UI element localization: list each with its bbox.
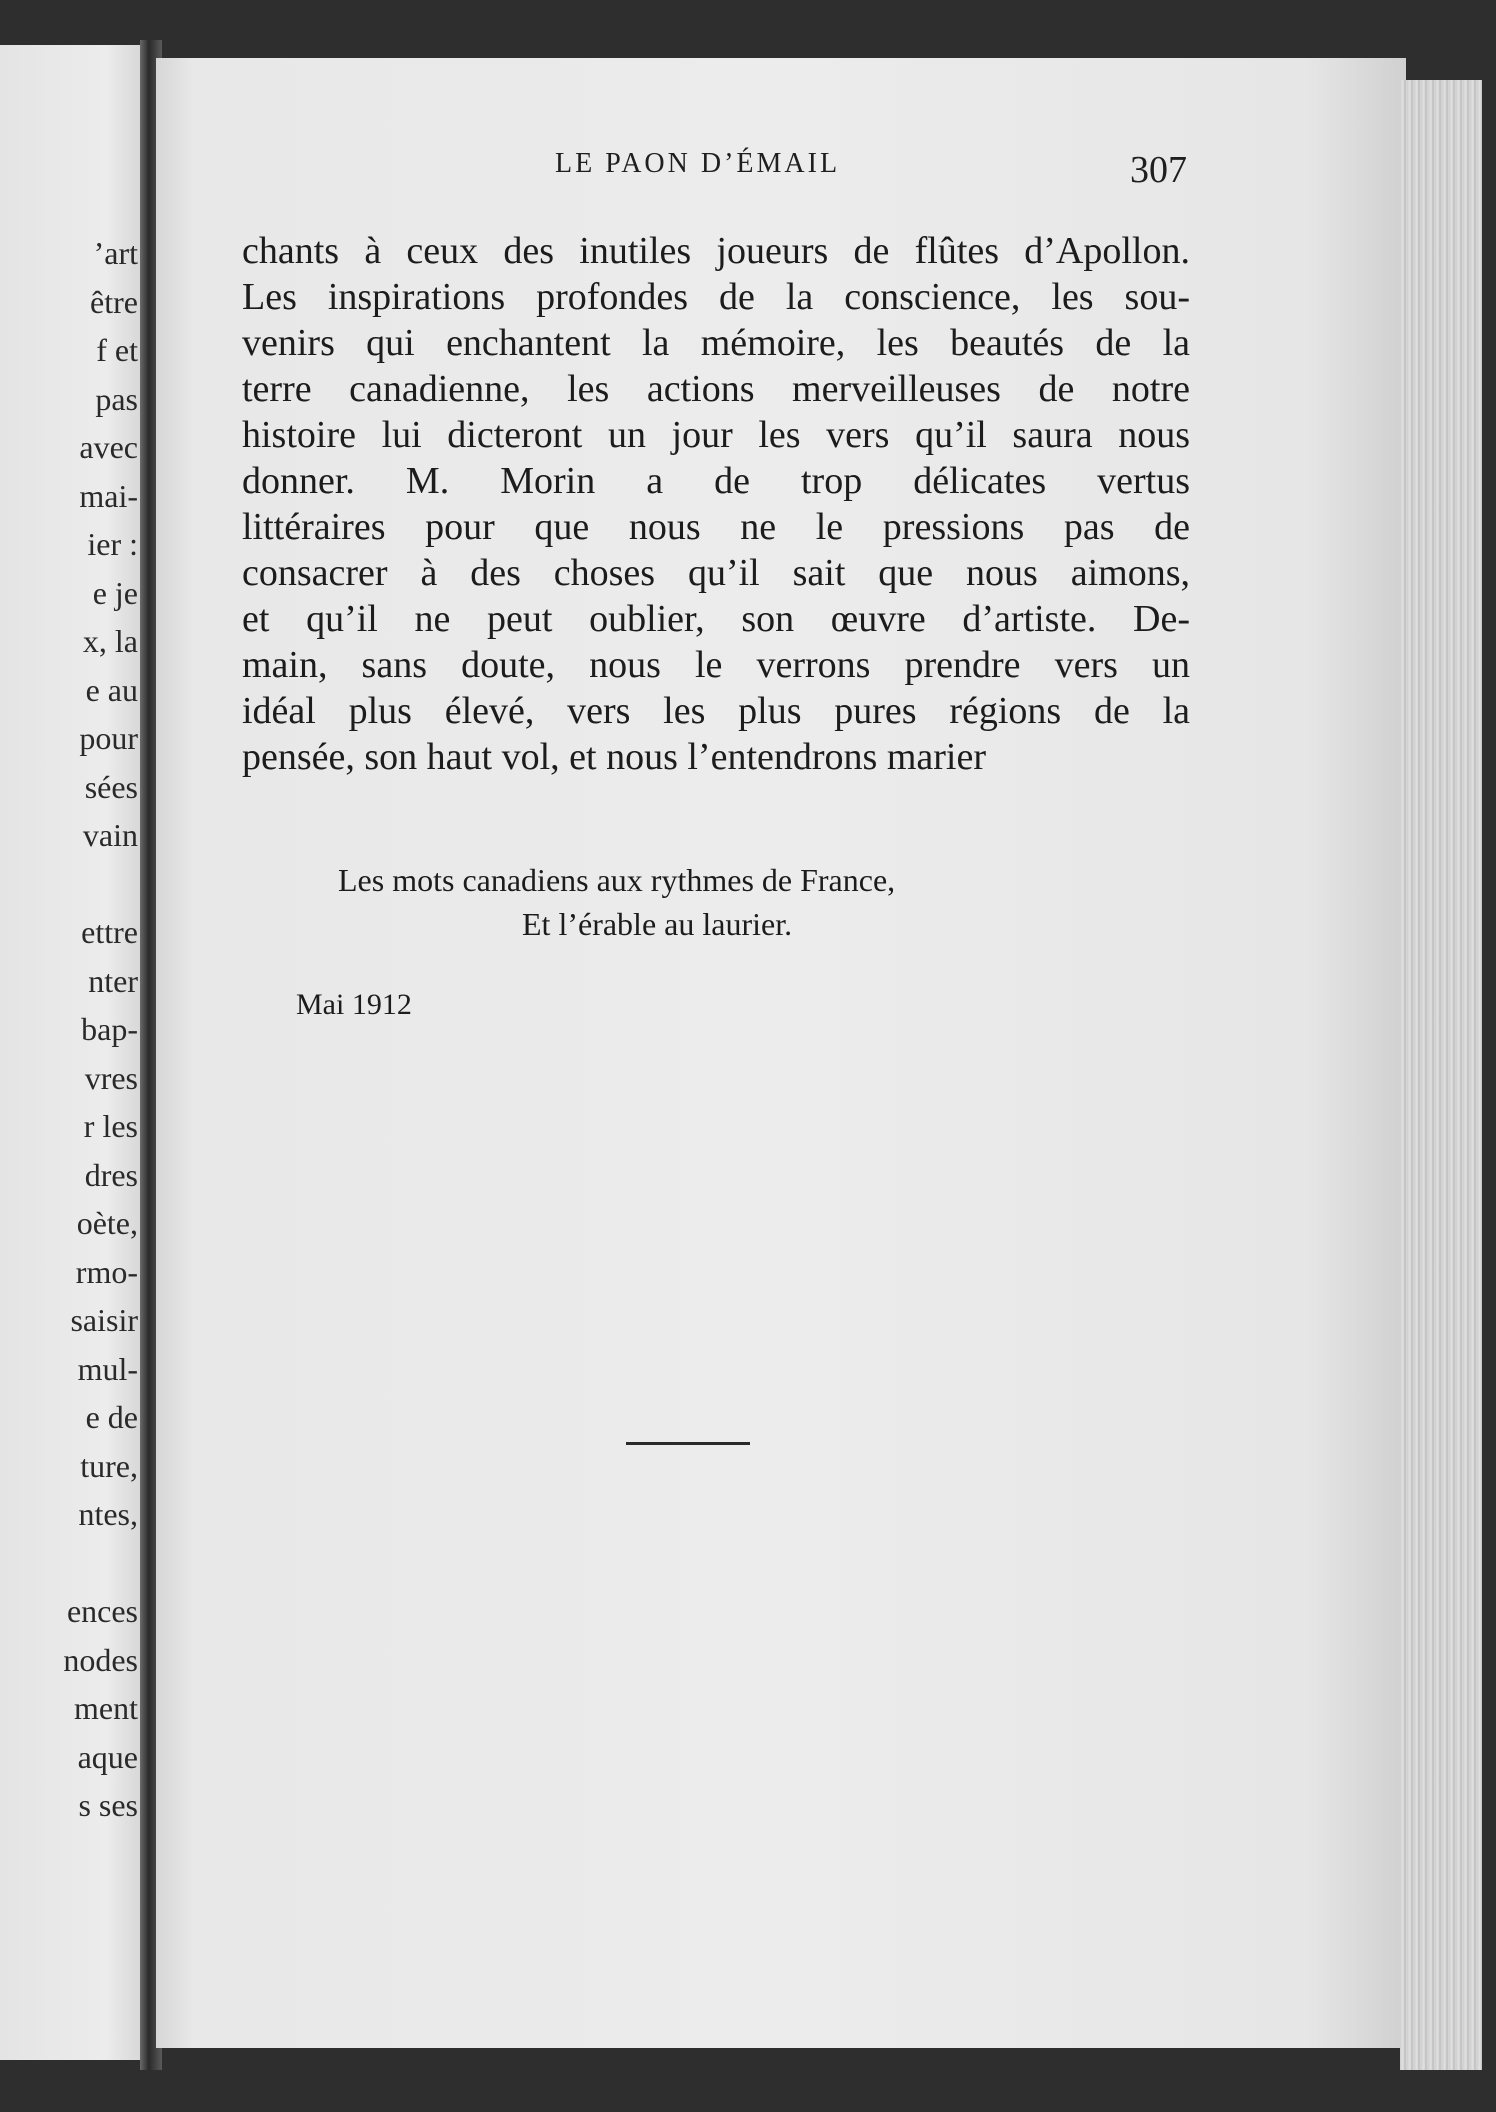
facing-page-line: e au: [85, 671, 138, 708]
facing-page-line: saisir: [70, 1302, 138, 1338]
facing-page-line: s ses: [78, 1787, 138, 1823]
facing-page-line: e je: [92, 574, 138, 611]
text-line: venirs qui enchantent la mémoire, les beautés de la: [242, 322, 1190, 364]
facing-page-line: x, la: [82, 623, 138, 659]
end-rule: [626, 1442, 750, 1445]
facing-page-line: pas: [95, 380, 138, 417]
facing-page-line: r les: [83, 1108, 138, 1144]
text-line: idéal plus élevé, vers les plus pures régions de la: [242, 690, 1190, 732]
date: Mai 1912: [296, 988, 412, 1021]
facing-page-line: bap-: [81, 1011, 138, 1047]
facing-page-line: avec: [79, 429, 138, 465]
facing-page-line: oète,: [76, 1205, 138, 1241]
text-line: pensée, son haut vol, et nous l’entendrons marier: [242, 736, 986, 778]
facing-page-line: ences: [66, 1593, 138, 1629]
facing-page-line: sées: [84, 768, 138, 805]
facing-page-line: vres: [84, 1059, 138, 1096]
text-line: et qu’il ne peut oublier, son œuvre d’artiste. De-: [242, 598, 1190, 640]
text-line: terre canadienne, les actions merveilleuses de notre: [242, 368, 1190, 410]
text-line: donner. M. Morin a de trop délicates vertus: [242, 460, 1190, 502]
facing-page-line: aque: [77, 1738, 138, 1775]
facing-page-line: ment: [74, 1690, 138, 1726]
facing-page-line: mai-: [79, 477, 138, 514]
facing-page-line: nodes: [63, 1641, 138, 1678]
verse-line-2: Et l’érable au laurier.: [522, 906, 793, 942]
running-title: LE PAON D’ÉMAIL: [555, 148, 841, 179]
verse-line-1: Les mots canadiens aux rythmes de France,: [338, 862, 896, 898]
text-line: littéraires pour que nous ne le pressions pas de: [242, 506, 1190, 548]
facing-page-line: vain: [82, 817, 138, 853]
facing-page-line: dres: [84, 1156, 138, 1193]
facing-page-line: nter: [88, 962, 138, 999]
facing-page-line: ntes,: [78, 1496, 138, 1532]
facing-page: [0, 45, 152, 2060]
page-number: 307: [1130, 149, 1187, 191]
text-line: Les inspirations profondes de la conscience, les sou-: [242, 276, 1190, 318]
facing-page-line: e de: [85, 1399, 138, 1435]
facing-page-line: ier :: [87, 526, 138, 562]
text-line: consacrer à des choses qu’il sait que nous aimons,: [242, 552, 1190, 594]
facing-page-line: ettre: [81, 914, 138, 950]
facing-page-line: rmo-: [75, 1253, 138, 1290]
facing-page-line: mul-: [77, 1350, 138, 1387]
text-line: histoire lui dicteront un jour les vers qu’il saura nous: [242, 414, 1190, 456]
facing-page-line: pour: [79, 720, 138, 756]
text-line: chants à ceux des inutiles joueurs de flûtes d’Apollon.: [242, 230, 1190, 272]
facing-page-line: f et: [96, 332, 138, 368]
facing-page-line: ’art: [93, 235, 138, 271]
facing-page-line: être: [90, 283, 138, 320]
facing-page-line: ture,: [80, 1447, 138, 1484]
page-edges: [1400, 80, 1482, 2070]
text-line: main, sans doute, nous le verrons prendre vers un: [242, 644, 1190, 686]
